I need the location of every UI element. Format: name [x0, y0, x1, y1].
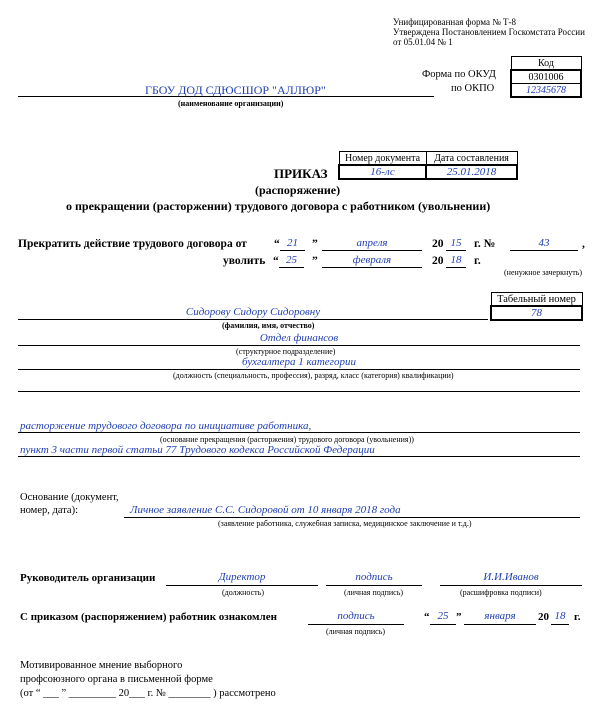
dismiss-month: февраля: [352, 254, 392, 266]
department-caption: (структурное подразделение): [236, 347, 336, 356]
head-position-line: [166, 585, 318, 586]
terminate-comma: ,: [582, 238, 585, 250]
terminate-quote-open: “: [274, 238, 280, 250]
basis-label1: Основание (документ,: [20, 492, 119, 503]
terminate-day: 21: [287, 237, 298, 249]
order-subtitle: (распоряжение): [255, 183, 341, 197]
position-extra-line: [18, 391, 580, 392]
acquainted-year-suffix: г.: [574, 611, 581, 623]
dismiss-quote-open: “: [273, 255, 279, 267]
basis-caption: (заявление работника, служебная записка, медицинское заключение и т.д.): [218, 519, 472, 528]
dismiss-year-line: [446, 267, 466, 268]
acquainted-signature-caption: (личная подпись): [326, 627, 386, 636]
acquainted-year-prefix: 20: [538, 611, 549, 623]
doc-number-header: Номер документа: [339, 152, 426, 166]
dismiss-month-line: [322, 267, 422, 268]
employee-name-line: [18, 319, 488, 320]
department-line: [18, 345, 580, 346]
order-title: ПРИКАЗ: [274, 166, 328, 181]
union-line3: (от “ ___ ” _________ 20___ г. № ________ ) рассмотрено: [20, 688, 276, 699]
terminate-number-label: г. №: [474, 238, 496, 250]
acquainted-quote-close: ”: [456, 611, 462, 623]
head-name-caption: (расшифровка подписи): [460, 588, 542, 597]
terminate-label: Прекратить действие трудового договора от: [18, 238, 247, 250]
kod-header: Код: [511, 57, 581, 71]
form-header-line2: Утверждена Постановлением Госкомстата России: [393, 27, 585, 37]
doc-date-value: 25.01.2018: [426, 165, 517, 179]
employee-name-caption: (фамилия, имя, отчество): [222, 321, 315, 330]
dismiss-year: 18: [450, 254, 462, 266]
reason-caption: (основание прекращения (расторжения) трудового договора (увольнения)): [160, 435, 414, 444]
acquainted-year-line: [551, 624, 569, 625]
okpo-value: 12345678: [511, 84, 581, 98]
organization-line: [18, 96, 434, 97]
union-line1: Мотивированное мнение выборного: [20, 660, 183, 671]
union-line2: профсоюзного органа в письменной форме: [20, 674, 213, 685]
basis-line: [124, 517, 580, 518]
acquainted-day: 25: [437, 610, 449, 622]
doc-table: [338, 151, 518, 180]
acquainted-quote-open: “: [424, 611, 430, 623]
dismiss-year-suffix: г.: [474, 255, 481, 267]
head-name: И.И.Иванов: [483, 571, 539, 583]
doc-number-value: 16-лс: [339, 165, 426, 179]
terminate-day-line: [280, 250, 305, 251]
acquainted-label: С приказом (распоряжением) работник ознакомлен: [20, 611, 277, 623]
employee-department: Отдел финансов: [259, 332, 339, 344]
head-label: Руководитель организации: [20, 572, 156, 584]
reason-line1: [18, 432, 580, 433]
basis-label2: номер, дата):: [20, 505, 78, 516]
order-description: о прекращении (расторжении) трудового договора с работником (увольнении): [66, 199, 491, 213]
terminate-year-prefix: 20: [432, 238, 444, 250]
strike-note: (ненужное зачеркнуть): [504, 268, 583, 277]
head-position-caption: (должность): [222, 588, 264, 597]
reason-text1: расторжение трудового договора по инициативе работника,: [20, 420, 312, 432]
dismiss-day: 25: [286, 254, 297, 266]
okpo-label: по ОКПО: [451, 83, 495, 94]
tab-number-table: [490, 292, 583, 321]
form-header-line1: Унифицированная форма № Т-8: [393, 17, 517, 27]
acquainted-year: 18: [554, 610, 566, 622]
dismiss-quote-close: ”: [312, 255, 318, 267]
acquainted-signature-line: [308, 624, 404, 625]
doc-date-header: Дата составления: [426, 152, 517, 166]
dismiss-day-line: [279, 267, 304, 268]
reason-text2: пункт 3 части первой статьи 77 Трудового кодекса Российской Федерации: [20, 444, 375, 456]
employee-name: Сидорову Сидору Сидоровну: [185, 306, 321, 318]
employee-position: бухгалтера 1 категории: [242, 356, 356, 368]
acquainted-day-line: [430, 624, 456, 625]
organization-caption: (наименование организации): [178, 99, 284, 108]
form-header-line3: от 05.01.04 № 1: [393, 37, 453, 47]
okud-label: Форма по ОКУД: [422, 69, 496, 80]
form-header: [393, 17, 593, 47]
terminate-year: 15: [450, 237, 462, 249]
head-signature-caption: (личная подпись): [344, 588, 404, 597]
position-caption: (должность (специальность, профессия), разряд, класс (категория) квалификации): [173, 371, 454, 380]
organization-name: ГБОУ ДОД СДЮСШОР "АЛЛЮР": [145, 83, 326, 97]
acquainted-month: января: [484, 610, 516, 622]
okud-value: 0301006: [511, 70, 581, 84]
codes-table: [510, 56, 582, 98]
dismiss-label: уволить: [223, 255, 266, 267]
tab-number-value: 78: [491, 306, 582, 320]
terminate-number-line: [510, 250, 578, 251]
position-line: [18, 369, 580, 370]
terminate-month: апреля: [356, 237, 388, 249]
terminate-number: 43: [538, 237, 550, 249]
head-position: Директор: [218, 571, 266, 583]
reason-line2: [18, 456, 580, 457]
basis-value: Личное заявление С.С. Сидоровой от 10 января 2018 года: [130, 504, 401, 516]
head-name-line: [440, 585, 582, 586]
terminate-quote-close: ”: [312, 238, 318, 250]
acquainted-month-line: [464, 624, 536, 625]
terminate-year-line: [446, 250, 466, 251]
terminate-month-line: [322, 250, 422, 251]
tab-number-header: Табельный номер: [491, 293, 582, 307]
head-signature: подпись: [355, 571, 393, 583]
acquainted-signature: подпись: [337, 610, 375, 622]
dismiss-year-prefix: 20: [432, 255, 444, 267]
head-signature-line: [326, 585, 422, 586]
